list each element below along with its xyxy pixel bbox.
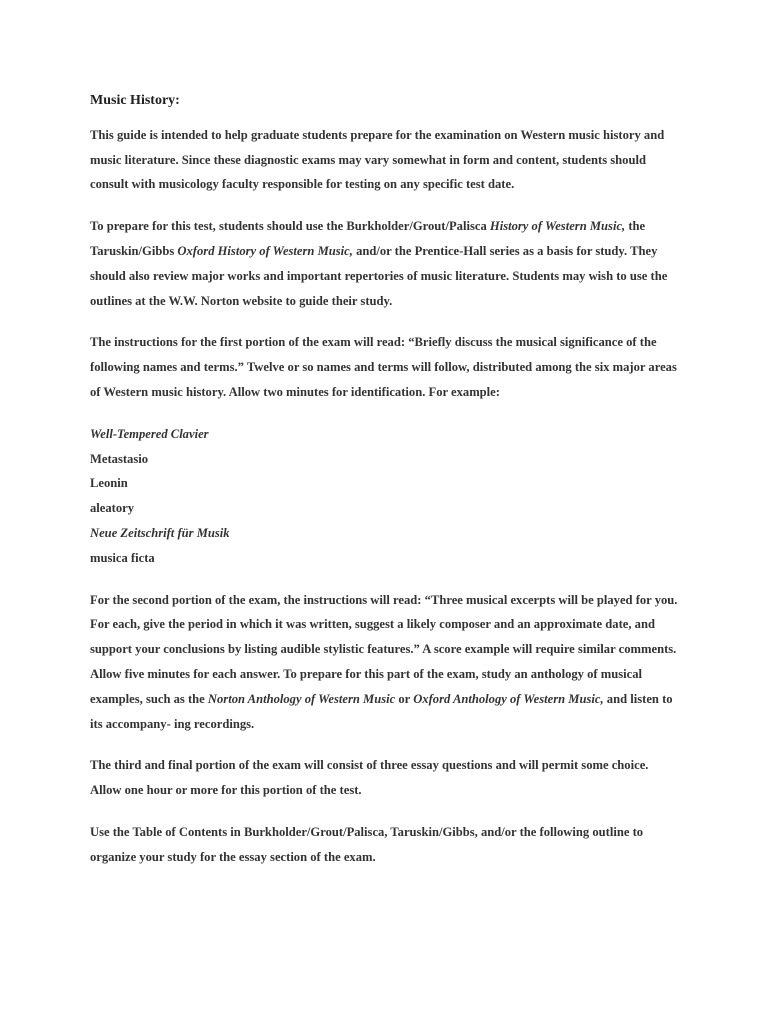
- first-portion-paragraph: The instructions for the first portion of the exam will read: “Briefly discuss the musical significance of the following names and terms.” Twelve or so names and terms will follow, distributed among the six major areas of Western music history. Allow two minutes for identification. For example:: [90, 335, 677, 399]
- study-sources-paragraph: [90, 214, 682, 313]
- intro-paragraph: This guide is intended to help graduate students prepare for the examination on Western music history and music literature. Since these diagnostic exams may vary somewhat in form and content, students should consult with musicology faculty responsible for testing on any specific test date.: [90, 127, 665, 192]
- example-term: musica ficta: [90, 550, 155, 565]
- book-title: Oxford Anthology of Western Music,: [413, 691, 604, 706]
- example-terms-list: [90, 422, 682, 571]
- second-portion-paragraph: [90, 588, 682, 737]
- outline-paragraph: Use the Table of Contents in Burkholder/Grout/Palisca, Taruskin/Gibbs, and/or the following outline to organize your study for the essay section of the exam.: [90, 824, 644, 864]
- book-title: History of Western Music,: [489, 219, 626, 234]
- example-term-title: Well-Tempered Clavier: [90, 426, 209, 441]
- text-run: the Taruskin/Gibbs: [90, 219, 646, 258]
- example-term: Metastasio: [90, 451, 149, 466]
- example-term: aleatory: [90, 501, 135, 516]
- book-title: Oxford History of Western Music,: [177, 243, 353, 258]
- example-term-title: Neue Zeitschrift für Musik: [90, 525, 230, 540]
- third-portion-paragraph: The third and final portion of the exam will consist of three essay questions and will permit some choice. Allow one hour or more for this portion of the test.: [90, 758, 649, 798]
- document-content: [90, 89, 682, 887]
- example-term: [90, 521, 682, 546]
- example-term: [90, 422, 682, 447]
- book-title: Norton Anthology of Western Music: [207, 691, 396, 706]
- text-run: For the second portion of the exam, the instructions will read: “Three musical excerpts will be played for you. For each, give the period in which it was written, suggest a likely composer and an approximate date, and support your conclusions by listing audible stylistic features.” A score example will require similar comments. Allow five minutes for each answer. To prepare for this part of the exam, study an anthology of musical examples, such as the: [90, 592, 678, 706]
- text-run: and/or the Prentice-Hall series as a basis for study. They should also review major works and important repertories of music literature. Students may wish to use the outlines at the W.W. Norton website to guide their study.: [90, 243, 668, 308]
- text-run: and listen to its accompany- ing recordings.: [90, 691, 673, 731]
- section-heading: Music History:: [90, 93, 180, 108]
- text-run: To prepare for this test, students should use the Burkholder/Grout/Palisca: [90, 219, 490, 234]
- example-term: Leonin: [90, 476, 128, 491]
- text-run: or: [395, 691, 414, 706]
